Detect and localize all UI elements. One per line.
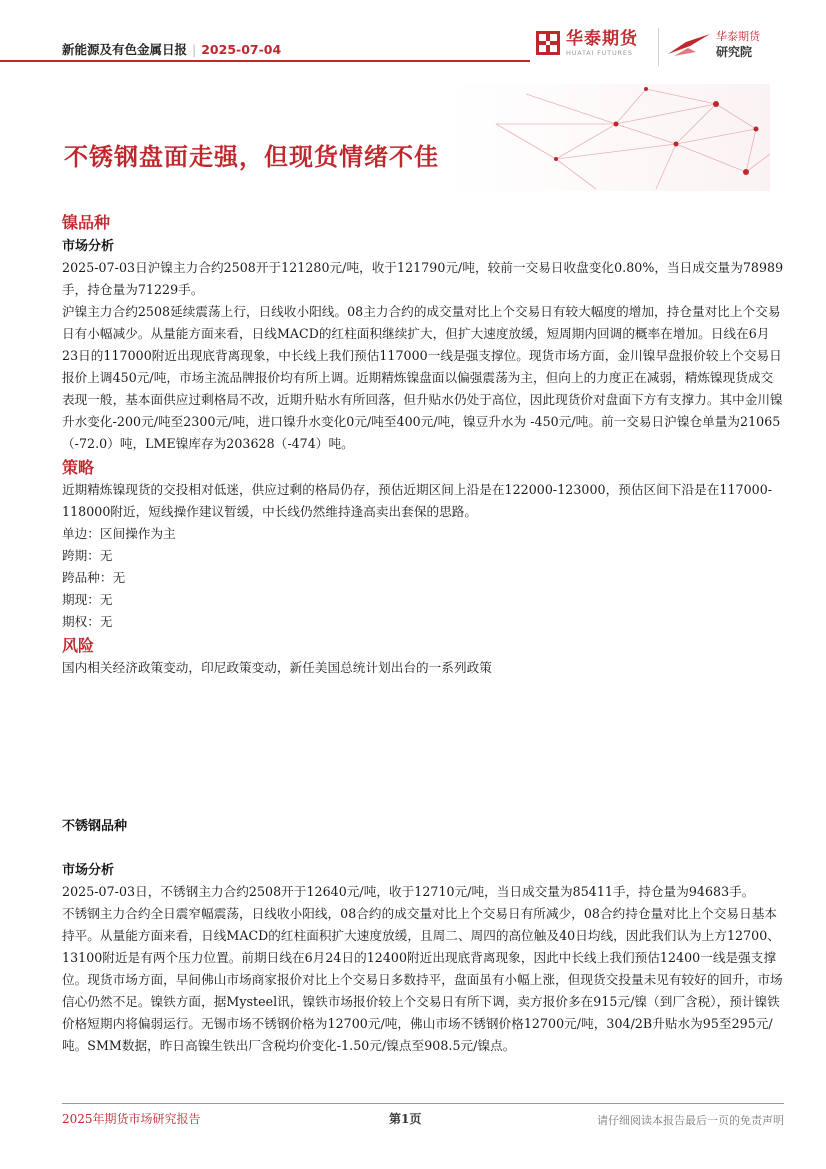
institute-logo: [666, 30, 760, 60]
page-header: [0, 0, 826, 80]
nickel-risk-paragraph: 国内相关经济政策变动，印尼政策变动，新任美国总统计划出台的一系列政策: [62, 660, 492, 675]
institute-line2: 研究院: [716, 45, 753, 59]
strategy-item-futures-spot: 期现：无: [62, 592, 113, 607]
report-title: [62, 40, 281, 58]
report-date: 2025-07-04: [201, 42, 282, 57]
footer-rule: [62, 1103, 784, 1104]
logo-en-text: HUATAI FUTURES: [566, 49, 633, 57]
strategy-item-outright: 单边：区间操作为主: [62, 526, 176, 541]
stainless-market-paragraph-1: 2025-07-03日，不锈钢主力合约2508开于12640元/吨，收于12710元/吨，当日成交量为85411手，持仓量为94683手。: [62, 884, 755, 899]
huatai-futures-logo: [536, 29, 638, 57]
strategy-item-calendar: 跨期：无: [62, 548, 113, 563]
nickel-heading: 镍品种: [62, 213, 111, 232]
nickel-market-heading: 市场分析: [62, 239, 115, 254]
header-separator: |: [192, 42, 197, 57]
nickel-strategy-paragraph: 近期精炼镍现货的交投相对低迷，供应过剩的格局仍存，预估近期区间上沿是在122000-123000，预估区间下沿是在117000-118000附近，短线操作建议暂缓，中长线仍然维持逢高卖出套保的思路。: [62, 482, 773, 519]
logo-divider: [658, 28, 659, 66]
header-rule: [0, 60, 530, 62]
nickel-market-paragraph-1: 2025-07-03日沪镍主力合约2508开于121280元/吨，收于121790元/吨，较前一交易日收盘变化0.80%，当日成交量为78989手，持仓量为71229手。: [62, 260, 784, 297]
title-banner: [56, 84, 770, 191]
footer-report-name: 2025年期货市场研究报告: [62, 1112, 201, 1126]
huatai-logo-icon: [536, 31, 560, 55]
logo-cn-text: 华泰期货: [566, 29, 638, 49]
page-footer: [62, 1110, 784, 1130]
stainless-market-heading: 市场分析: [62, 863, 115, 878]
nickel-risk-heading: 风险: [62, 636, 95, 655]
disclaimer-note: 请仔细阅读本报告最后一页的免责声明: [597, 1114, 784, 1127]
institute-line1: 华泰期货: [716, 30, 760, 43]
strategy-item-options: 期权：无: [62, 614, 113, 629]
banner-title: 不锈钢盘面走强，但现货情绪不佳: [64, 143, 439, 171]
nickel-market-paragraph-2: 沪镍主力合约2508延续震荡上行，日线收小阳线。08主力合约的成交量对比上个交易日有较大幅度的增加，持仓量对比上个交易日有小幅减少。从量能方面来看，日线MACD的红柱面积继续扩大，但扩大速度放缓，短周期内回调的概率在增加。日线在6月23日的117000附近出现底背离现象，中长线上我们预估117000一线是强支撑位。现货市场方面，金川镍早盘报价较上个交易日报价上调450元/吨，市场主流品牌报价均有所上调。近期精炼镍盘面以偏强震荡为主，但向上的力度正在减弱，精炼镍现货成交表现一般，基本面供应过剩格局不改，近期升贴水有所回落，但升贴水仍处于高位，因此现货价对盘面下方有支撑力。其中金川镍升水变化-200元/吨至2300元/吨，进口镍升水变化0元/吨至400元/吨，镍豆升水为 -450元/吨。前一交易日沪镍仓单量为21065（-72.0）吨，LME镍库存为203628（-474）吨。: [62, 304, 783, 451]
report-name: 新能源及有色金属日报: [62, 42, 188, 57]
strategy-item-cross-variety: 跨品种：无: [62, 570, 126, 585]
stainless-heading: 不锈钢品种: [62, 819, 128, 834]
institute-logo-icon: [666, 32, 712, 58]
report-body: [62, 212, 784, 1057]
page-number: 第1页: [389, 1112, 422, 1126]
stainless-market-paragraph-2: 不锈钢主力合约全日震窄幅震荡，日线收小阳线，08合约的成交量对比上个交易日有所减少，08合约持仓量对比上个交易日基本持平。从量能方面来看，日线MACD的红柱面积扩大速度放缓，且周二、周四的高位触及40日均线，因此我们认为上方12700、13100附近是有两个压力位置。前期日线在6月24日的12400附近出现底背离现象，因此中长线上我们预估12400一线是强支撑位。现货市场方面，早间佛山市场商家报价对比上个交易日多数持平，盘面虽有小幅上涨，但现货交投量未见有较好的回升，市场信心仍然不足。镍铁方面，据Mysteel讯，镍铁市场报价较上个交易日有所下调，卖方报价多在915元/镍（到厂含税），预计镍铁价格短期内将偏弱运行。无锡市场不锈钢价格为12700元/吨，佛山市场不锈钢价格12700元/吨，304/2B升贴水为95至295元/吨。SMM数据，昨日高镍生铁出厂含税均价变化-1.50元/镍点至908.5元/镍点。: [62, 906, 783, 1053]
nickel-strategy-heading: 策略: [62, 458, 95, 477]
